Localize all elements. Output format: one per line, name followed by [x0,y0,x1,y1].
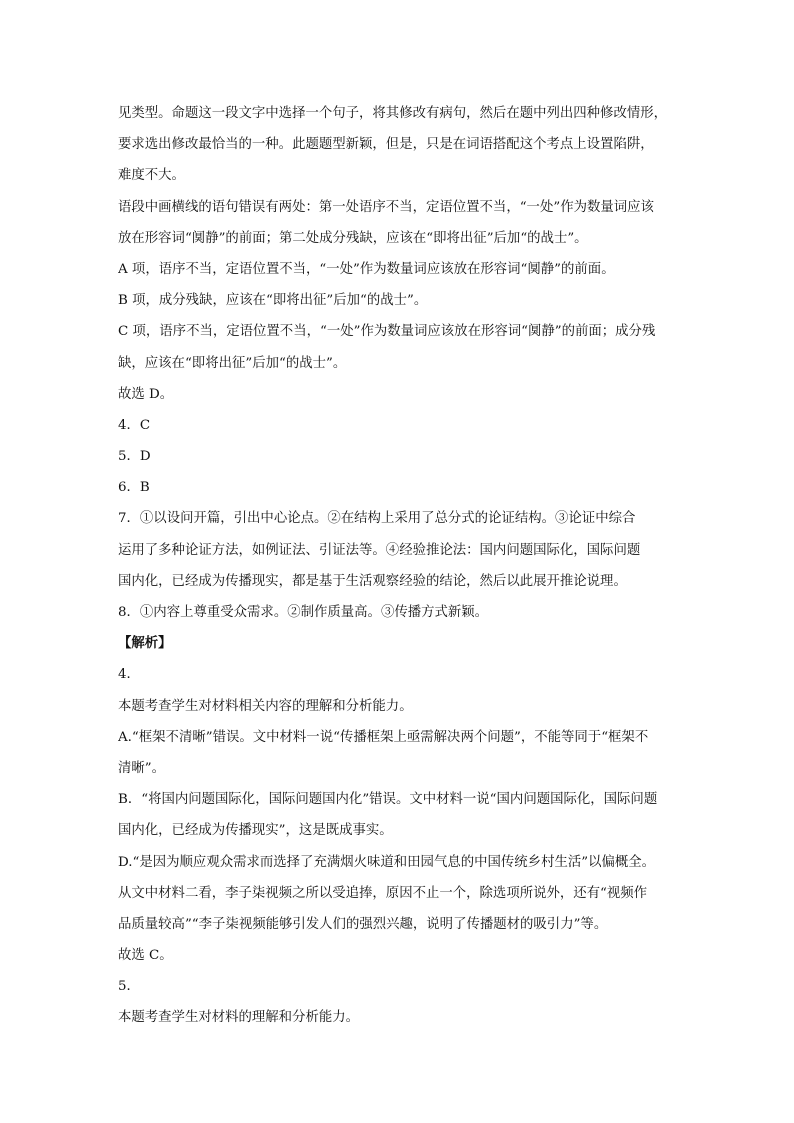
text-line: B 项，成分残缺，应该在“即将出征”后加“的战士”。 [118,293,428,309]
question-number: 5． [118,979,140,995]
text-line: 见类型。命题这一段文字中选择一个句子，将其修改有病句，然后在题中列出四种修改情形， [118,106,668,121]
answer-line: 6．B [118,480,150,496]
text-line: B．“将国内问题国际化，国际问题国内化”错误。文中材料一说“国内问题国际化，国际问题 [118,792,658,808]
text-line: A 项，语序不当，定语位置不当，“一处”作为数量词应该放在形容词“阒静”的前面。 [118,261,615,277]
text-line: 缺，应该在“即将出征”后加“的战士”。 [118,355,347,371]
answer-line: 故选 C。 [118,948,173,964]
text-line: 国内化，已经成为传播现实”，这是既成事实。 [118,823,393,839]
analysis-heading: 【解析】 [118,635,172,652]
text-line: 从文中材料二看，李子柒视频之所以受追捧，原因不止一个，除选项所说外，还有“视频作 [118,885,648,901]
text-line: C 项，语序不当，定语位置不当，“一处”作为数量词应该放在形容词“阒静”的前面；成分残 [118,324,656,340]
text-line: 语段中画横线的语句错误有两处：第一处语序不当，定语位置不当，“一处”作为数量词应该 [118,199,654,215]
answer-line: 故选 D。 [118,386,174,402]
question-number: 4． [118,667,140,683]
text-line: 清晰”。 [118,760,166,776]
text-line: 本题考查学生对材料相关内容的理解和分析能力。 [118,698,413,714]
text-line: 本题考查学生对材料的理解和分析能力。 [118,1010,360,1026]
answer-line: 4．C [118,417,151,433]
text-line: 品质量较高”“李子柒视频能够引发人们的强烈兴趣，说明了传播题材的吸引力”等。 [118,916,608,932]
text-line: D.“是因为顺应观众需求而选择了充满烟火味道和田园气息的中国传统乡村生活”以偏概全。 [118,854,656,870]
answer-line: 5．D [118,449,151,465]
text-line: 难度不大。 [118,168,185,184]
document-page [118,98,678,1034]
text-line: 运用了多种论证方法，如例证法、引证法等。④经验推论法：国内问题国际化，国际问题 [118,542,641,558]
answer-line: 7．①以设问开篇，引出中心论点。②在结构上采用了总分式的论证结构。③论证中综合 [118,511,636,527]
text-line: 放在形容词“阒静”的前面；第二处成分残缺，应该在“即将出征”后加“的战士”。 [118,230,588,246]
text-line: A.“框架不清晰”错误。文中材料一说“传播框架上亟需解决两个问题”，不能等同于“框架不 [118,729,649,745]
text-line: 要求选出修改最恰当的一种。此题题型新颖，但是，只是在词语搭配这个考点上设置陷阱， [118,137,654,153]
text-line: 国内化，已经成为传播现实，都是基于生活观察经验的结论，然后以此展开推论说理。 [118,573,627,589]
answer-line: 8．①内容上尊重受众需求。②制作质量高。③传播方式新颖。 [118,605,489,620]
